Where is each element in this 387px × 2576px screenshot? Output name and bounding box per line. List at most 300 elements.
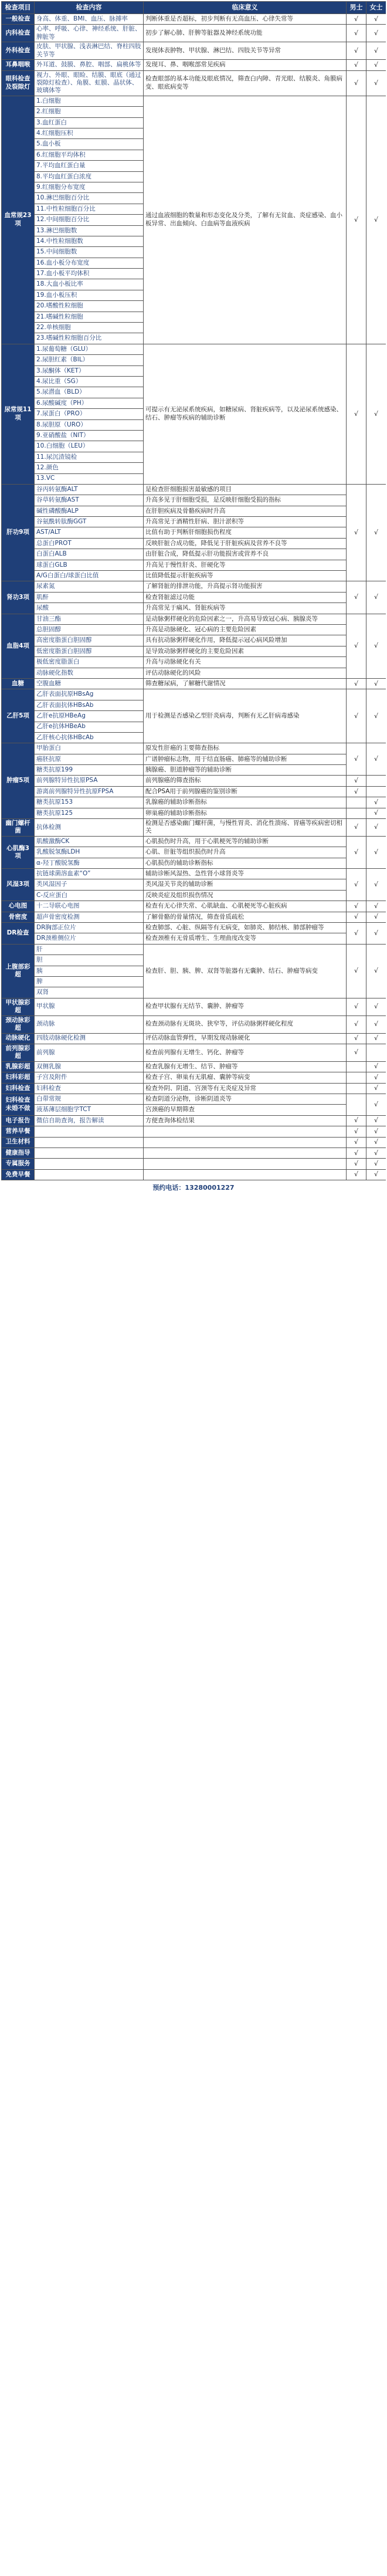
- content-cell: 1.白细胞: [35, 96, 144, 106]
- header-female: 女士: [366, 2, 386, 14]
- male-mark: √: [347, 1015, 366, 1033]
- table-row: [2, 1159, 386, 1169]
- meaning-cell: 配合PSA用于前列腺癌的鉴别诊断: [144, 786, 347, 797]
- table-row: [2, 1094, 386, 1104]
- content-cell: 颈动脉: [35, 1015, 144, 1033]
- table-row: [2, 923, 386, 933]
- meaning-cell: 辅助诊断风湿热、急性肾小球肾炎等: [144, 869, 347, 879]
- content-cell: 乙肝核心抗体HBcAb: [35, 732, 144, 743]
- category-cell: 肝功9项: [2, 484, 35, 581]
- table-row: [2, 1015, 386, 1033]
- content-cell: 癌胚抗原: [35, 754, 144, 764]
- table-row: [2, 592, 386, 602]
- table-row: [2, 517, 386, 527]
- content-cell: 19.血小板压积: [35, 290, 144, 300]
- content-cell: 前列腺特异性抗原PSA: [35, 776, 144, 786]
- female-mark: √: [366, 836, 386, 868]
- table-row: [2, 668, 386, 678]
- table-row: [2, 743, 386, 754]
- content-cell: 14.中性粒细胞数: [35, 236, 144, 246]
- meaning-cell: 心肌损伤时升高，用于心肌梗死等的辅助诊断: [144, 836, 347, 847]
- table-row: [2, 776, 386, 786]
- meaning-cell: 可提示有无泌尿系统疾病，如糖尿病、肾脏疾病等，以及泌尿系统感染、结石、肿瘤等疾病的辅助诊断: [144, 344, 347, 484]
- table-row: [2, 678, 386, 689]
- table-row: [2, 944, 386, 954]
- table-row: [2, 879, 386, 890]
- table-header: [2, 2, 386, 14]
- content-cell: 6.红细胞平均体积: [35, 150, 144, 160]
- content-cell: 肝: [35, 944, 144, 954]
- meaning-cell: 是导致动脉粥样硬化的主要危险因素: [144, 646, 347, 656]
- female-mark: √: [366, 901, 386, 912]
- female-mark: √: [366, 923, 386, 945]
- content-cell: A/G白蛋白/球蛋白比值: [35, 571, 144, 581]
- female-mark: √: [366, 1072, 386, 1083]
- table-row: [2, 1137, 386, 1147]
- content-cell: 8.尿胆原（URO）: [35, 419, 144, 430]
- meaning-cell: 比值降低提示肝脏疾病等: [144, 571, 347, 581]
- content-cell: 6.尿酸碱度（PH）: [35, 398, 144, 408]
- content-cell: 微信自助查询，报告解读: [35, 1115, 144, 1126]
- content-cell: 类风湿因子: [35, 879, 144, 890]
- female-mark: √: [366, 1083, 386, 1094]
- content-cell: 球蛋白GLB: [35, 560, 144, 570]
- table-row: [2, 901, 386, 912]
- table-row: [2, 998, 386, 1015]
- content-cell: 碱性磷酸酶ALP: [35, 506, 144, 516]
- content-cell: 总胆固醇: [35, 624, 144, 635]
- female-mark: √: [366, 797, 386, 808]
- category-cell: 前列腺彩超: [2, 1044, 35, 1061]
- meaning-cell: 发现体表肿物、甲状腺、淋巴结、四肢关节等异常: [144, 42, 347, 60]
- table-row: [2, 933, 386, 944]
- content-cell: [35, 1169, 144, 1180]
- meaning-cell: 卵巢癌的辅助诊断指标: [144, 808, 347, 818]
- male-mark: [347, 1072, 366, 1083]
- male-mark: √: [347, 1159, 366, 1169]
- content-cell: 乙肝e抗原HBeAg: [35, 711, 144, 722]
- table-row: [2, 765, 386, 776]
- category-cell: 上腹部彩超: [2, 944, 35, 998]
- male-mark: √: [347, 484, 366, 581]
- content-cell: 10.淋巴细胞百分比: [35, 193, 144, 204]
- table-row: [2, 614, 386, 624]
- meaning-cell: 原发性肝癌的主要筛查指标: [144, 743, 347, 754]
- table-row: [2, 495, 386, 506]
- content-cell: 3.血红蛋白: [35, 117, 144, 128]
- content-cell: 9.亚硝酸盐（NIT）: [35, 430, 144, 441]
- category-cell: 肾功3项: [2, 581, 35, 614]
- meaning-cell: 胰腺癌、胆道肿瘤等的辅助诊断: [144, 765, 347, 776]
- content-cell: 双侧乳腺: [35, 1061, 144, 1072]
- content-cell: 液基薄层细胞学TCT: [35, 1105, 144, 1115]
- table-row: [2, 1115, 386, 1126]
- meaning-cell: 检查前列腺有无增生、钙化、肿瘤等: [144, 1044, 347, 1061]
- table-row: [2, 344, 386, 354]
- female-mark: √: [366, 60, 386, 70]
- meaning-cell: 升高常见于痛风、肾脏疾病等: [144, 603, 347, 614]
- checkup-table: [1, 1, 386, 1180]
- meaning-cell: 比值有助于判断肝细胞损伤程度: [144, 527, 347, 538]
- category-cell: 耳鼻咽喉: [2, 60, 35, 70]
- content-cell: 抗链球菌溶血素“O”: [35, 869, 144, 879]
- content-cell: 子宫及附件: [35, 1072, 144, 1083]
- female-mark: √: [366, 819, 386, 837]
- table-row: [2, 549, 386, 560]
- category-cell: 健康指导: [2, 1147, 35, 1158]
- category-cell: 心电图: [2, 901, 35, 912]
- meaning-cell: [144, 1169, 347, 1180]
- content-cell: 12.中间细胞百分比: [35, 215, 144, 225]
- female-mark: √: [366, 1033, 386, 1044]
- header-project: 检查项目: [2, 2, 35, 14]
- table-row: [2, 571, 386, 581]
- category-cell: 内科检查: [2, 25, 35, 42]
- table-row: [2, 808, 386, 818]
- table-row: [2, 1126, 386, 1137]
- male-mark: √: [347, 786, 366, 797]
- table-row: [2, 890, 386, 901]
- table-row: [2, 25, 386, 42]
- table-row: [2, 786, 386, 797]
- meaning-cell: 检查肾脏滤过功能: [144, 592, 347, 602]
- female-mark: √: [366, 70, 386, 96]
- content-cell: 超声骨密度检测: [35, 912, 144, 922]
- female-mark: √: [366, 1147, 386, 1158]
- meaning-cell: [144, 1147, 347, 1158]
- category-cell: 营养早餐: [2, 1126, 35, 1137]
- male-mark: √: [347, 42, 366, 60]
- female-mark: √: [366, 484, 386, 581]
- male-mark: √: [347, 70, 366, 96]
- content-cell: 4.尿比重（SG）: [35, 377, 144, 387]
- female-mark: √: [366, 1159, 386, 1169]
- male-mark: √: [347, 678, 366, 689]
- table-row: [2, 70, 386, 96]
- table-row: [2, 646, 386, 656]
- category-cell: 乳腺彩超: [2, 1061, 35, 1072]
- female-mark: √: [366, 689, 386, 743]
- meaning-cell: 升高多见于肝细胞受损，是反映肝细胞受损的指标: [144, 495, 347, 506]
- content-cell: 外耳道、鼓膜、鼻腔、咽部、扁桃体等: [35, 60, 144, 70]
- meaning-cell: 初步了解心肺、肝脾等脏器及神经系统功能: [144, 25, 347, 42]
- content-cell: 20.嗜酸性粒细胞: [35, 301, 144, 312]
- category-cell: 妇科彩超: [2, 1072, 35, 1083]
- female-mark: √: [366, 808, 386, 818]
- female-mark: √: [366, 14, 386, 25]
- table-row: [2, 1169, 386, 1180]
- female-mark: [366, 786, 386, 797]
- table-row: [2, 1061, 386, 1072]
- content-cell: 糖类抗原153: [35, 797, 144, 808]
- female-mark: √: [366, 25, 386, 42]
- content-cell: 空腹血糖: [35, 678, 144, 689]
- category-cell: 动脉硬化: [2, 1033, 35, 1044]
- table-row: [2, 96, 386, 106]
- table-row: [2, 1033, 386, 1044]
- meaning-cell: 检查颈动脉有无斑块、狭窄等，评估动脉粥样硬化程度: [144, 1015, 347, 1033]
- table-row: [2, 1083, 386, 1094]
- content-cell: 乙肝表面抗原HBsAg: [35, 689, 144, 700]
- female-mark: √: [366, 1094, 386, 1115]
- male-mark: √: [347, 1147, 366, 1158]
- category-cell: 卫生材料: [2, 1137, 35, 1147]
- male-mark: √: [347, 60, 366, 70]
- content-cell: 动脉硬化指数: [35, 668, 144, 678]
- meaning-cell: 检查子宫、卵巢有无肌瘤、囊肿等病变: [144, 1072, 347, 1083]
- female-mark: √: [366, 344, 386, 484]
- content-cell: 游离前列腺特异性抗原FPSA: [35, 786, 144, 797]
- table-row: [2, 538, 386, 549]
- table-row: [2, 484, 386, 495]
- male-mark: [347, 797, 366, 808]
- female-mark: √: [366, 678, 386, 689]
- content-cell: 5.尿潜血（BLD）: [35, 387, 144, 398]
- content-cell: 2.尿胆红素（BIL）: [35, 355, 144, 365]
- content-cell: 白带常规: [35, 1094, 144, 1104]
- content-cell: 谷丙转氨酶ALT: [35, 484, 144, 495]
- table-row: [2, 527, 386, 538]
- meaning-cell: 升高是动脉硬化、冠心病的主要危险因素: [144, 624, 347, 635]
- table-row: [2, 1105, 386, 1115]
- content-cell: 11.中性粒细胞百分比: [35, 204, 144, 214]
- meaning-cell: [144, 1159, 347, 1169]
- meaning-cell: 升高与动脉硬化有关: [144, 657, 347, 668]
- male-mark: √: [347, 743, 366, 776]
- category-cell: 一般检查: [2, 14, 35, 25]
- female-mark: √: [366, 581, 386, 614]
- content-cell: 18.大血小板比率: [35, 279, 144, 290]
- category-cell: 专属服务: [2, 1159, 35, 1169]
- meaning-cell: 评估动脉血管弹性，早期发现动脉硬化: [144, 1033, 347, 1044]
- male-mark: [347, 1083, 366, 1094]
- content-cell: 15.中间细胞数: [35, 247, 144, 258]
- category-cell: 骨密度: [2, 912, 35, 922]
- meaning-cell: 用于检测是否感染乙型肝炎病毒，判断有无乙肝病毒感染: [144, 689, 347, 743]
- content-cell: 4.红细胞压积: [35, 128, 144, 139]
- table-row: [2, 689, 386, 700]
- meaning-cell: 反映炎症及组织损伤情况: [144, 890, 347, 901]
- meaning-cell: 检查肝、胆、胰、脾、双肾等脏器有无囊肿、结石、肿瘤等病变: [144, 944, 347, 998]
- male-mark: √: [347, 1126, 366, 1137]
- male-mark: √: [347, 581, 366, 614]
- male-mark: √: [347, 1033, 366, 1044]
- table-row: [2, 635, 386, 646]
- table-row: [2, 624, 386, 635]
- table-body: [2, 14, 386, 1180]
- category-cell: 肿瘤5项: [2, 743, 35, 819]
- male-mark: √: [347, 1115, 366, 1126]
- table-row: [2, 912, 386, 922]
- content-cell: 11.尿沉渣镜检: [35, 452, 144, 462]
- category-cell: 血脂4项: [2, 614, 35, 678]
- male-mark: √: [347, 819, 366, 837]
- meaning-cell: 筛查糖尿病，了解糖代谢情况: [144, 678, 347, 689]
- table-row: [2, 836, 386, 847]
- male-mark: √: [347, 912, 366, 922]
- table-row: [2, 1044, 386, 1061]
- content-cell: 视力、外眼、眼睑、结膜、眼底（通过裂隙灯检查）、角膜、虹膜、晶状体、玻璃体等: [35, 70, 144, 96]
- table-row: [2, 657, 386, 668]
- female-mark: [366, 1044, 386, 1061]
- table-row: [2, 506, 386, 516]
- meaning-cell: 方便查询体检结果: [144, 1115, 347, 1126]
- content-cell: 12.颜色: [35, 463, 144, 473]
- female-mark: √: [366, 1015, 386, 1033]
- male-mark: √: [347, 944, 366, 998]
- male-mark: √: [347, 689, 366, 743]
- content-cell: C-反应蛋白: [35, 890, 144, 901]
- table-row: [2, 819, 386, 837]
- content-cell: 前列腺: [35, 1044, 144, 1061]
- meaning-cell: 由肝脏合成，降低提示肝功能损害或营养不良: [144, 549, 347, 560]
- male-mark: [347, 808, 366, 818]
- female-mark: √: [366, 944, 386, 998]
- category-cell: 电子报告: [2, 1115, 35, 1126]
- table-row: [2, 14, 386, 25]
- female-mark: √: [366, 1061, 386, 1072]
- female-mark: √: [366, 743, 386, 776]
- female-mark: √: [366, 96, 386, 344]
- meaning-cell: 检查颈椎有无骨质增生、生理曲度改变等: [144, 933, 347, 944]
- content-cell: 甲状腺: [35, 998, 144, 1015]
- meaning-cell: 升高常见于酒精性肝病、胆汁淤积等: [144, 517, 347, 527]
- meaning-cell: 是动脉粥样硬化的危险因素之一，升高易导致冠心病、胰腺炎等: [144, 614, 347, 624]
- content-cell: 谷氨酰转肽酶GGT: [35, 517, 144, 527]
- meaning-cell: 检查肺部、心脏、纵隔等有无病变，如肺炎、肺结核、肺部肿瘤等: [144, 923, 347, 933]
- female-mark: √: [366, 869, 386, 901]
- content-cell: 尿酸: [35, 603, 144, 614]
- content-cell: [35, 1147, 144, 1158]
- category-cell: 尿常规11项: [2, 344, 35, 484]
- content-cell: 高密度脂蛋白胆固醇: [35, 635, 144, 646]
- meaning-cell: 前列腺癌的筛查指标: [144, 776, 347, 786]
- content-cell: 胆: [35, 955, 144, 966]
- meaning-cell: [144, 1137, 347, 1147]
- meaning-cell: 广谱肿瘤标志物，用于结直肠癌、肺癌等的辅助诊断: [144, 754, 347, 764]
- female-mark: √: [366, 614, 386, 678]
- content-cell: 十二导联心电图: [35, 901, 144, 912]
- content-cell: AST/ALT: [35, 527, 144, 538]
- female-mark: √: [366, 912, 386, 922]
- meaning-cell: 类风湿关节炎的辅助诊断: [144, 879, 347, 890]
- content-cell: 23.嗜碱性粒细胞百分比: [35, 333, 144, 344]
- category-cell: 乙肝5项: [2, 689, 35, 743]
- category-cell: 妇科检查未婚不做: [2, 1094, 35, 1115]
- meaning-cell: 心肌、肝脏等组织损伤时升高: [144, 847, 347, 858]
- content-cell: 心率、呼吸、心律、神经系统、肝脏、脾脏等: [35, 25, 144, 42]
- male-mark: √: [347, 14, 366, 25]
- content-cell: 尿素氮: [35, 581, 144, 592]
- meaning-cell: 检查乳腺有无增生、结节、肿瘤等: [144, 1061, 347, 1072]
- category-cell: 血糖: [2, 678, 35, 689]
- table-row: [2, 1072, 386, 1083]
- meaning-cell: 通过血液细胞的数量和形态变化及分类，了解有无贫血、炎症感染、血小板异常、出血倾向、白血病等血液疾病: [144, 96, 347, 344]
- content-cell: 四肢动脉硬化检测: [35, 1033, 144, 1044]
- content-cell: 乙肝表面抗体HBsAb: [35, 700, 144, 710]
- content-cell: 甘油三酯: [35, 614, 144, 624]
- category-cell: 血常规23项: [2, 96, 35, 344]
- header-content: 检查内容: [35, 2, 144, 14]
- male-mark: [347, 1094, 366, 1115]
- content-cell: 8.平均血红蛋白浓度: [35, 171, 144, 182]
- content-cell: 皮肤、甲状腺、浅表淋巴结、脊柱四肢关节等: [35, 42, 144, 60]
- content-cell: 13.淋巴细胞数: [35, 225, 144, 236]
- header-meaning: 临床意义: [144, 2, 347, 14]
- content-cell: 7.尿蛋白（PRO）: [35, 409, 144, 419]
- content-cell: 9.红细胞分布宽度: [35, 182, 144, 192]
- meaning-cell: 检查有无心律失常、心肌缺血、心肌梗死等心脏疾病: [144, 901, 347, 912]
- meaning-cell: 宫颈癌的早期筛查: [144, 1105, 347, 1115]
- male-mark: √: [347, 901, 366, 912]
- table-row: [2, 603, 386, 614]
- content-cell: [35, 1159, 144, 1169]
- content-cell: 胰: [35, 966, 144, 976]
- content-cell: 甲胎蛋白: [35, 743, 144, 754]
- content-cell: 脾: [35, 976, 144, 987]
- female-mark: √: [366, 42, 386, 60]
- meaning-cell: 检测是否感染幽门螺杆菌，与慢性胃炎、消化性溃疡、胃癌等疾病密切相关: [144, 819, 347, 837]
- table-row: [2, 1147, 386, 1158]
- content-cell: 抗体检测: [35, 819, 144, 837]
- content-cell: 乙肝e抗体HBeAb: [35, 722, 144, 732]
- content-cell: 肌酐: [35, 592, 144, 602]
- category-cell: 心肌酶3项: [2, 836, 35, 868]
- male-mark: √: [347, 614, 366, 678]
- table-row: [2, 858, 386, 868]
- male-mark: √: [347, 869, 366, 901]
- meaning-cell: 判断体重是否超标，初步判断有无高血压、心律失常等: [144, 14, 347, 25]
- content-cell: 3.尿酮体（KET）: [35, 365, 144, 376]
- content-cell: 糖类抗原199: [35, 765, 144, 776]
- table-row: [2, 847, 386, 858]
- table-row: [2, 42, 386, 60]
- male-mark: √: [347, 923, 366, 945]
- meaning-cell: 发现耳、鼻、咽喉部常见疾病: [144, 60, 347, 70]
- category-cell: 免费早餐: [2, 1169, 35, 1180]
- male-mark: √: [347, 96, 366, 344]
- content-cell: 身高、体重、BMI、血压、脉搏率: [35, 14, 144, 25]
- content-cell: 17.血小板平均体积: [35, 269, 144, 279]
- table-row: [2, 797, 386, 808]
- category-cell: DR检查: [2, 923, 35, 945]
- male-mark: √: [347, 1044, 366, 1061]
- meaning-cell: 心肌损伤的辅助诊断指标: [144, 858, 347, 868]
- male-mark: √: [347, 776, 366, 786]
- meaning-cell: 检查眼部的基本功能及眼底情况，筛查白内障、青光眼、结膜炎、角膜病变、眼底病变等: [144, 70, 347, 96]
- meaning-cell: 是检查肝细胞损害最敏感的项目: [144, 484, 347, 495]
- meaning-cell: 具有抗动脉粥样硬化作用，降低提示冠心病风险增加: [144, 635, 347, 646]
- female-mark: [366, 776, 386, 786]
- content-cell: 妇科检查: [35, 1083, 144, 1094]
- category-cell: 风湿3项: [2, 869, 35, 901]
- content-cell: 13.VC: [35, 473, 144, 484]
- male-mark: [347, 1061, 366, 1072]
- content-cell: [35, 1137, 144, 1147]
- content-cell: 总蛋白PROT: [35, 538, 144, 549]
- meaning-cell: [144, 1126, 347, 1137]
- male-mark: √: [347, 1169, 366, 1180]
- content-cell: 肌酸激酶CK: [35, 836, 144, 847]
- female-mark: √: [366, 998, 386, 1015]
- content-cell: 21.嗜碱性粒细胞: [35, 312, 144, 322]
- male-mark: √: [347, 998, 366, 1015]
- meaning-cell: 反映肝脏合成功能，降低见于肝脏疾病及营养不良等: [144, 538, 347, 549]
- meaning-cell: 检查阴道分泌物，诊断阴道炎等: [144, 1094, 347, 1104]
- category-cell: 幽门螺杆菌: [2, 819, 35, 837]
- content-cell: 极低密度脂蛋白: [35, 657, 144, 668]
- meaning-cell: 检查甲状腺有无结节、囊肿、肿瘤等: [144, 998, 347, 1015]
